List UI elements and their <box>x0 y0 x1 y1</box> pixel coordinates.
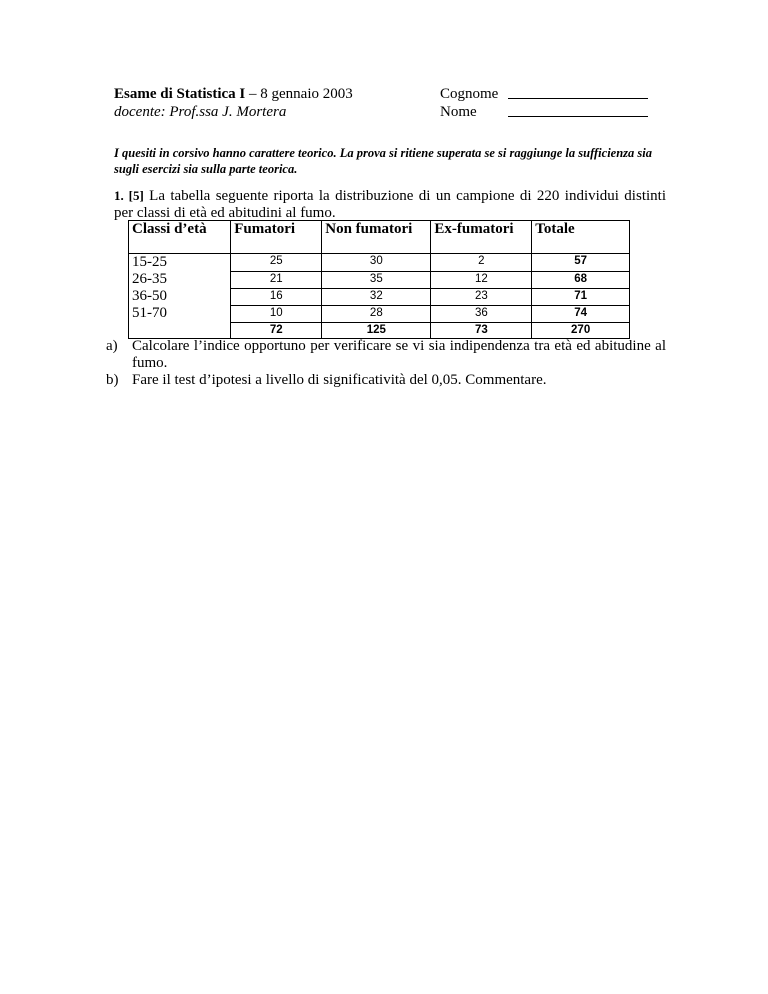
total-cell: 270 <box>532 322 630 338</box>
table-cell: 28 <box>322 305 431 322</box>
row-label: 51-70 <box>129 305 231 322</box>
total-cell: 125 <box>322 322 431 338</box>
total-cell: 72 <box>231 322 322 338</box>
table-cell: 32 <box>322 288 431 305</box>
question-text: La tabella seguente riporta la distribuzione di un campione di 220 individui distinti per classi di età ed abitudini al fumo. <box>114 188 666 221</box>
name-field[interactable] <box>508 103 648 117</box>
table-cell: 16 <box>231 288 322 305</box>
header-cell: Totale <box>532 221 630 254</box>
table-row <box>129 288 630 305</box>
table-cell: 2 <box>431 254 532 272</box>
table-cell: 23 <box>431 288 532 305</box>
question-number: 1. [5] <box>114 188 144 203</box>
table-cell: 25 <box>231 254 322 272</box>
instructions-note: I quesiti in corsivo hanno carattere teorico. La prova si ritiene superata se si raggiunge la sufficienza sia sugli esercizi sia sulla parte teorica. <box>114 146 652 176</box>
header-cell: Non fumatori <box>322 221 431 254</box>
list-item <box>106 372 666 389</box>
table-cell: 57 <box>532 254 630 272</box>
table-cell: 30 <box>322 254 431 272</box>
list-item <box>106 338 666 372</box>
exam-date: – 8 gennaio 2003 <box>245 86 353 102</box>
data-table <box>128 220 630 339</box>
table-cell: 10 <box>231 305 322 322</box>
table-cell: 12 <box>431 271 532 288</box>
table-cell: 21 <box>231 271 322 288</box>
name-label: Nome <box>440 104 477 120</box>
table-row <box>129 271 630 288</box>
item-text: Calcolare l’indice opportuno per verificare se vi sia indipendenza tra età ed abitudine al fumo. <box>132 338 666 371</box>
surname-label: Cognome <box>440 86 499 102</box>
teacher-name: docente: Prof.ssa J. Mortera <box>114 104 287 120</box>
table-row <box>129 305 630 322</box>
item-marker: b) <box>106 372 119 388</box>
exam-title-bold: Esame di Statistica I <box>114 86 246 102</box>
table-cell: 74 <box>532 305 630 322</box>
row-label: 15-25 <box>129 254 231 272</box>
surname-row <box>440 85 648 103</box>
table-cell: 68 <box>532 271 630 288</box>
table-header-row <box>129 221 630 254</box>
item-marker: a) <box>106 338 118 354</box>
header-cell: Ex-fumatori <box>431 221 532 254</box>
surname-field[interactable] <box>508 85 648 99</box>
total-cell: 73 <box>431 322 532 338</box>
header-cell: Fumatori <box>231 221 322 254</box>
row-label: 36-50 <box>129 288 231 305</box>
table-row <box>129 254 630 272</box>
totals-row <box>129 322 630 338</box>
question-1 <box>114 187 666 222</box>
student-fields <box>440 85 648 121</box>
table-cell: 35 <box>322 271 431 288</box>
header-cell: Classi d’età <box>129 221 231 254</box>
exam-title <box>114 85 353 103</box>
item-text: Fare il test d’ipotesi a livello di significatività del 0,05. Commentare. <box>132 372 547 388</box>
exam-header <box>114 85 353 121</box>
totals-label <box>129 322 231 338</box>
row-label: 26-35 <box>129 271 231 288</box>
name-row <box>440 103 648 121</box>
question-items <box>106 338 666 389</box>
table-cell: 36 <box>431 305 532 322</box>
table-cell: 71 <box>532 288 630 305</box>
